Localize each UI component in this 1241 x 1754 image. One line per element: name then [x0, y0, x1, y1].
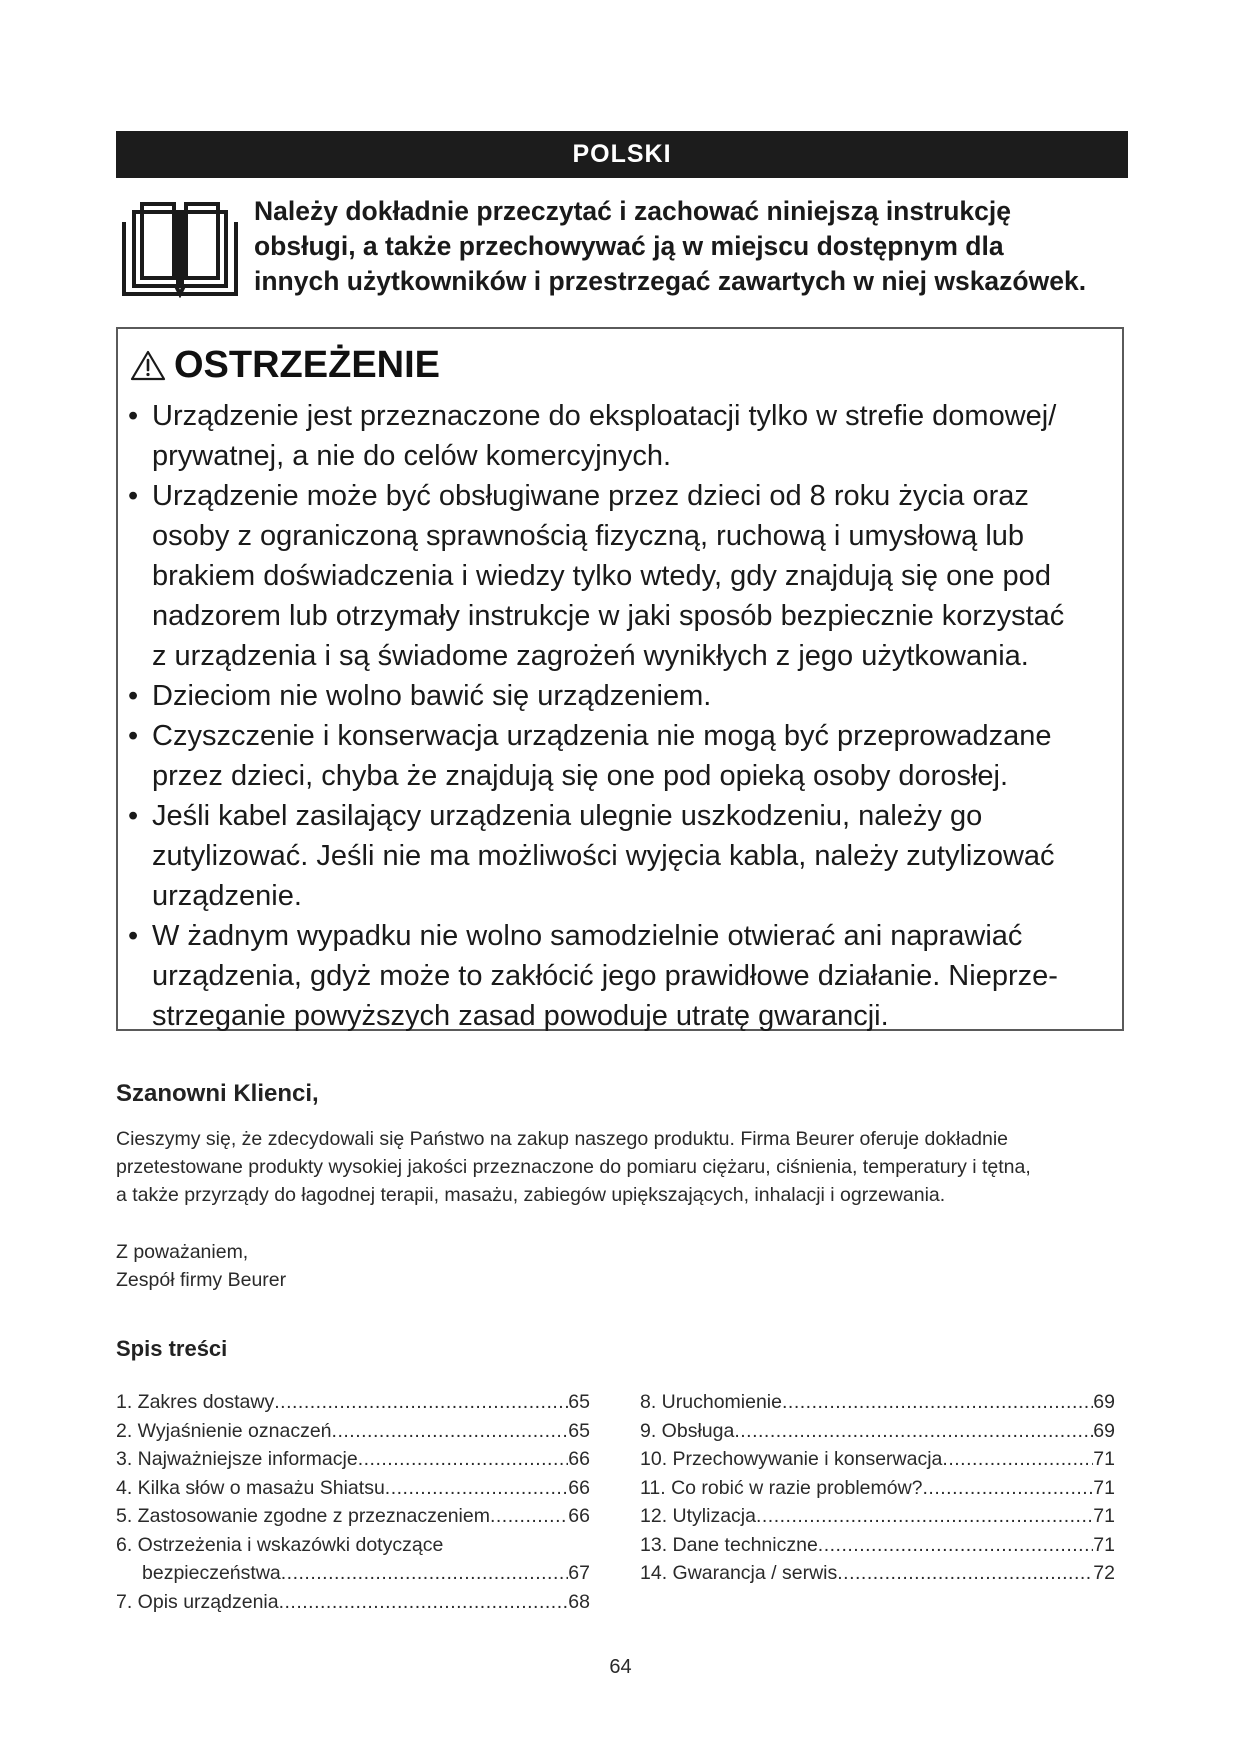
toc-label: 13. Dane techniczne [640, 1533, 818, 1556]
book-icon [120, 200, 240, 298]
paragraph-line: Cieszymy się, że zdecydowali się Państwo na zakup naszego produktu. Firma Beurer oferuje dokładnie [116, 1128, 1009, 1150]
toc-leader [837, 1559, 1093, 1588]
toc-leader [281, 1559, 569, 1588]
toc-page: 71 [1093, 1476, 1115, 1499]
toc-page: 71 [1093, 1505, 1115, 1527]
toc-left-column [116, 1388, 590, 1616]
warning-item [128, 476, 1118, 676]
toc-entry [640, 1531, 1115, 1560]
paragraph-line: a także przyrządy do łagodnej terapii, masażu, zabiegów upiększających, inhalacji i ogrzewania. [116, 1184, 946, 1206]
toc-page: 65 [568, 1419, 590, 1442]
toc-page: 66 [568, 1476, 590, 1499]
bullet: • [128, 400, 139, 432]
toc-label: 4. Kilka słów o masażu Shiatsu [116, 1476, 385, 1499]
intro-notice [254, 194, 1134, 299]
toc-page: 71 [1093, 1533, 1115, 1556]
toc-entry [640, 1474, 1115, 1503]
toc-page: 65 [568, 1391, 590, 1413]
page-number: 64 [609, 1656, 632, 1678]
language-label: POLSKI [572, 140, 672, 168]
bullet: • [128, 720, 139, 752]
toc-leader [274, 1388, 568, 1417]
intro-line: Należy dokładnie przeczytać i zachować niniejszą instrukcję [254, 196, 1012, 226]
toc-leader [279, 1588, 569, 1617]
signature: Zespół firmy Beurer [116, 1269, 287, 1291]
paragraph-line: przetestowane produkty wysokiej jakości przeznaczone do pomiaru ciężaru, ciśnienia, temperatury i tętna, [116, 1156, 1031, 1178]
bullet: • [128, 800, 139, 832]
warning-line: Jeśli kabel zasilający urządzenia ulegnie uszkodzeniu, należy go [152, 800, 983, 832]
toc-heading: Spis treści [116, 1336, 228, 1361]
toc-label: 1. Zakres dostawy [116, 1391, 275, 1413]
bullet: • [128, 480, 139, 512]
toc-label: 8. Uruchomienie [640, 1391, 782, 1413]
toc-entry [116, 1588, 590, 1617]
bullet: • [128, 680, 139, 712]
toc-leader [358, 1445, 569, 1474]
warning-item [128, 796, 1118, 916]
toc-leader [756, 1502, 1093, 1531]
intro-line: obsługi, a także przechowywać ją w miejscu dostępnym dla [254, 231, 1004, 261]
toc-page: 69 [1093, 1391, 1115, 1413]
toc-entry [640, 1445, 1115, 1474]
warning-line: urządzenie. [152, 880, 302, 912]
warning-item [128, 396, 1118, 476]
warning-list [128, 396, 1118, 1036]
warning-line: W żadnym wypadku nie wolno samodzielnie otwierać ani naprawiać [152, 920, 1023, 952]
toc-entry [116, 1502, 590, 1531]
toc-leader [490, 1502, 568, 1531]
toc-leader [385, 1474, 569, 1503]
toc-leader [942, 1445, 1093, 1474]
toc-entry [116, 1531, 590, 1560]
warning-triangle-icon [130, 349, 166, 381]
toc-label: 9. Obsługa [640, 1419, 735, 1442]
toc-page: 66 [568, 1448, 590, 1470]
toc-entry [116, 1474, 590, 1503]
toc-label: 14. Gwarancja / serwis [640, 1562, 838, 1584]
warning-item [128, 716, 1118, 796]
toc-page: 71 [1093, 1448, 1115, 1470]
toc-entry [116, 1417, 590, 1446]
signature-block [116, 1238, 286, 1294]
toc-entry [640, 1388, 1115, 1417]
toc-entry [640, 1502, 1115, 1531]
toc-label: 11. Co robić w razie problemów? [640, 1476, 923, 1499]
toc-label: 6. Ostrzeżenia i wskazówki dotyczące [116, 1533, 444, 1556]
warning-line: Urządzenie jest przeznaczone do eksploatacji tylko w strefie domowej/ [152, 400, 1057, 432]
warning-line: Czyszczenie i konserwacja urządzenia nie mogą być przeprowadzane [152, 720, 1052, 752]
warning-heading [130, 340, 440, 390]
toc-label: 12. Utylizacja [640, 1505, 756, 1527]
toc-entry [116, 1388, 590, 1417]
toc-label: 7. Opis urządzenia [116, 1590, 279, 1613]
warning-line: przez dzieci, chyba że znajdują się one pod opieką osoby dorosłej. [152, 760, 1009, 792]
toc-right-column [640, 1388, 1115, 1588]
warning-line: brakiem doświadczenia i wiedzy tylko wtedy, gdy znajdują się one pod [152, 560, 1051, 592]
toc-page: 67 [568, 1562, 590, 1584]
toc-entry [116, 1445, 590, 1474]
warning-line: Dzieciom nie wolno bawić się urządzeniem. [152, 680, 712, 712]
warning-line: urządzenia, gdyż może to zakłócić jego prawidłowe działanie. Nieprze- [152, 960, 1058, 992]
toc-leader [818, 1531, 1094, 1560]
toc-page: 69 [1093, 1419, 1115, 1442]
toc-leader [734, 1417, 1093, 1446]
warning-line: z urządzenia i są świadome zagrożeń wynikłych z jego użytkowania. [152, 640, 1029, 672]
warning-item [128, 676, 1118, 716]
warning-line: osoby z ograniczoną sprawnością fizyczną, ruchową i umysłową lub [152, 520, 1025, 552]
toc-entry-continuation [116, 1559, 590, 1588]
warning-line: strzeganie powyższych zasad powoduje utratę gwarancji. [152, 1000, 889, 1032]
warning-line: Urządzenie może być obsługiwane przez dzieci od 8 roku życia oraz [152, 480, 1029, 512]
toc-leader [332, 1417, 569, 1446]
toc-leader [923, 1474, 1094, 1503]
toc-label: bezpieczeństwa [142, 1562, 281, 1584]
closing: Z poważaniem, [116, 1241, 249, 1263]
toc-label: 5. Zastosowanie zgodne z przeznaczeniem [116, 1505, 490, 1527]
greeting-heading: Szanowni Klienci, [116, 1080, 319, 1107]
warning-line: zutylizować. Jeśli nie ma możliwości wyjęcia kabla, należy zutylizować [152, 840, 1055, 872]
toc-entry [640, 1417, 1115, 1446]
warning-line: prywatnej, a nie do celów komercyjnych. [152, 440, 672, 472]
toc-page: 68 [568, 1590, 590, 1613]
toc-page: 66 [568, 1505, 590, 1527]
toc-label: 2. Wyjaśnienie oznaczeń [116, 1419, 332, 1442]
intro-line: innych użytkowników i przestrzegać zawartych w niej wskazówek. [254, 266, 1087, 296]
language-header [116, 131, 1128, 178]
warning-title: OSTRZEŻENIE [174, 343, 441, 386]
toc-page: 72 [1093, 1562, 1115, 1584]
warning-line: nadzorem lub otrzymały instrukcje w jaki sposób bezpiecznie korzystać [152, 600, 1065, 632]
toc-label: 3. Najważniejsze informacje [116, 1448, 358, 1470]
bullet: • [128, 920, 139, 952]
intro-paragraph [116, 1125, 1136, 1209]
toc-entry [640, 1559, 1115, 1588]
warning-item [128, 916, 1118, 1036]
toc-label: 10. Przechowywanie i konserwacja [640, 1448, 943, 1470]
toc-leader [782, 1388, 1093, 1417]
